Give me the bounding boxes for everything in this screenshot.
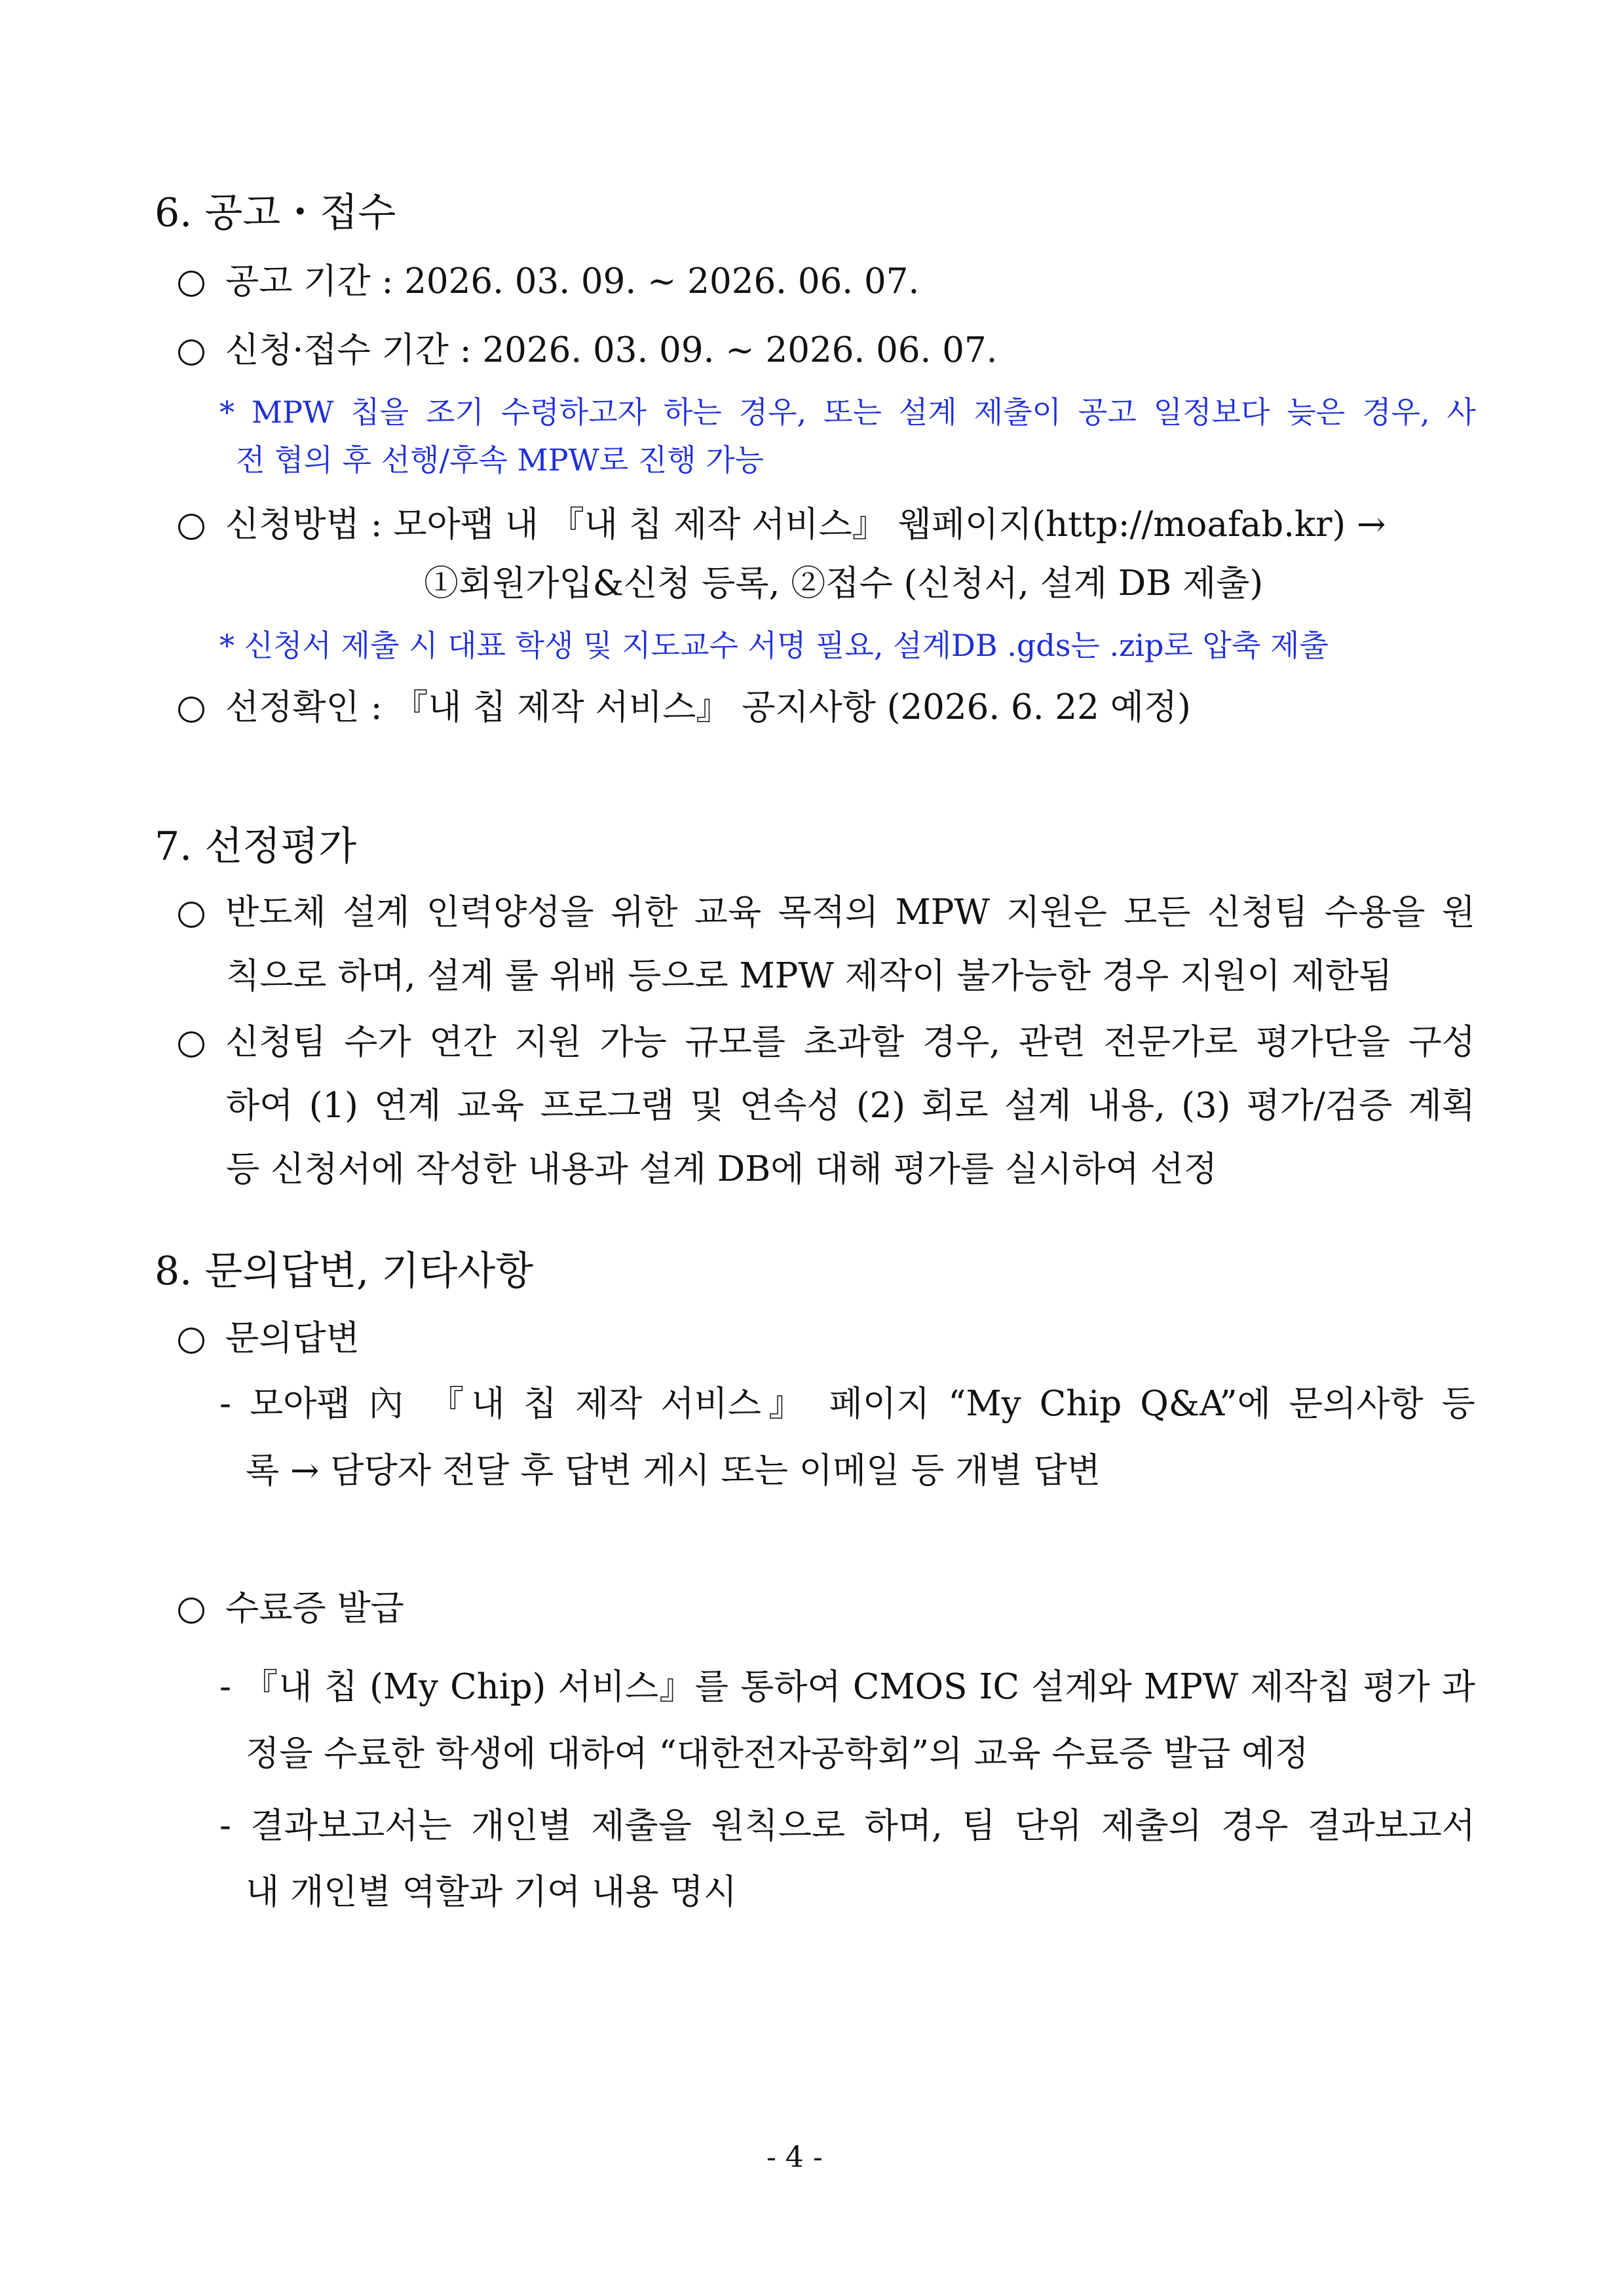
circle-bullet-icon (178, 271, 204, 297)
circle-bullet-icon (178, 339, 204, 366)
s7-item-1-line-1 (178, 890, 1475, 936)
s7-item-2-line-3: 등 신청서에 작성한 내용과 설계 DB에 대해 평가를 실시하여 선정 (226, 1149, 1218, 1189)
item-text: 반도체 설계 인력양성을 위한 교육 목적의 MPW 지원은 모든 신청팀 수용을 원 (225, 892, 1475, 932)
page-number: - 4 - (766, 2141, 823, 2174)
s6-note-2: * 신청서 제출 시 대표 학생 및 지도교수 서명 필요, 설계DB .gds는 .zip로 압축 제출 (219, 628, 1329, 663)
circle-bullet-icon (178, 697, 204, 723)
section-7-heading: 7. 선정평가 (155, 824, 357, 870)
circle-bullet-icon (178, 902, 204, 928)
item-text: 신청·접수 기간 : 2026. 03. 09. ~ 2026. 06. 07. (225, 330, 998, 370)
circle-bullet-icon (178, 514, 204, 540)
s8-cert-title (178, 1586, 404, 1632)
item-text: 선정확인 : 『내 칩 제작 서비스』 공지사항 (2026. 6. 22 예정) (225, 687, 1191, 727)
s8-cert-item-1-line-1: - 『내 칩 (My Chip) 서비스』를 통하여 CMOS IC 설계와 MPW 제작칩 평가 과 (219, 1667, 1475, 1707)
s7-item-2-line-2: 하여 (1) 연계 교육 프로그램 및 연속성 (2) 회로 설계 내용, (3) 평가/검증 계획 (226, 1086, 1475, 1126)
s8-cert-item-2-line-1: - 결과보고서는 개인별 제출을 원칙으로 하며, 팀 단위 제출의 경우 결과보고서 (219, 1806, 1475, 1846)
s6-note-1-line-1: * MPW 칩을 조기 수령하고자 하는 경우, 또는 설계 제출이 공고 일정보다 늦은 경우, 사 (219, 394, 1476, 430)
item-text: 수료증 발급 (225, 1588, 404, 1628)
s6-item-application-period (178, 328, 998, 373)
section-8-heading: 8. 문의답변, 기타사항 (155, 1248, 534, 1294)
section-6-heading: 6. 공고・접수 (155, 190, 396, 236)
item-text: 신청팀 수가 연간 지원 가능 규모를 초과할 경우, 관련 전문가로 평가단을 구성 (225, 1022, 1475, 1062)
item-text: 신청방법 : 모아팹 내 『내 칩 제작 서비스』 웹페이지(http://moafab.kr) → (225, 505, 1386, 545)
s6-item-application-method (178, 502, 1386, 548)
s8-qa-line-2: 록 → 담당자 전달 후 답변 게시 또는 이메일 등 개별 답변 (246, 1451, 1101, 1491)
circle-bullet-icon (178, 1598, 204, 1624)
s7-item-2-line-1 (178, 1020, 1475, 1065)
circle-bullet-icon (178, 1031, 204, 1058)
s8-cert-item-2-line-2: 내 개인별 역할과 기여 내용 명시 (246, 1872, 737, 1912)
s6-note-1-line-2: 전 협의 후 선행/후속 MPW로 진행 가능 (236, 442, 765, 478)
circle-bullet-icon (178, 1328, 204, 1354)
s6-item-application-method-line-2: ①회원가입&신청 등록, ②접수 (신청서, 설계 DB 제출) (424, 564, 1264, 603)
item-text: 문의답변 (225, 1318, 360, 1358)
item-text: 공고 기간 : 2026. 03. 09. ~ 2026. 06. 07. (225, 261, 920, 301)
s7-item-1-line-2: 칙으로 하며, 설계 룰 위배 등으로 MPW 제작이 불가능한 경우 지원이 제한됨 (226, 956, 1393, 996)
s6-item-selection-confirmation (178, 685, 1191, 731)
s8-qa-line-1: - 모아팹 內 『내 칩 제작 서비스』 페이지 “My Chip Q&A”에 문의사항 등 (219, 1384, 1475, 1424)
s8-cert-item-1-line-2: 정을 수료한 학생에 대하여 “대한전자공학회”의 교육 수료증 발급 예정 (246, 1734, 1309, 1774)
s6-item-announcement-period (178, 259, 919, 305)
s8-qa-title (178, 1316, 360, 1362)
